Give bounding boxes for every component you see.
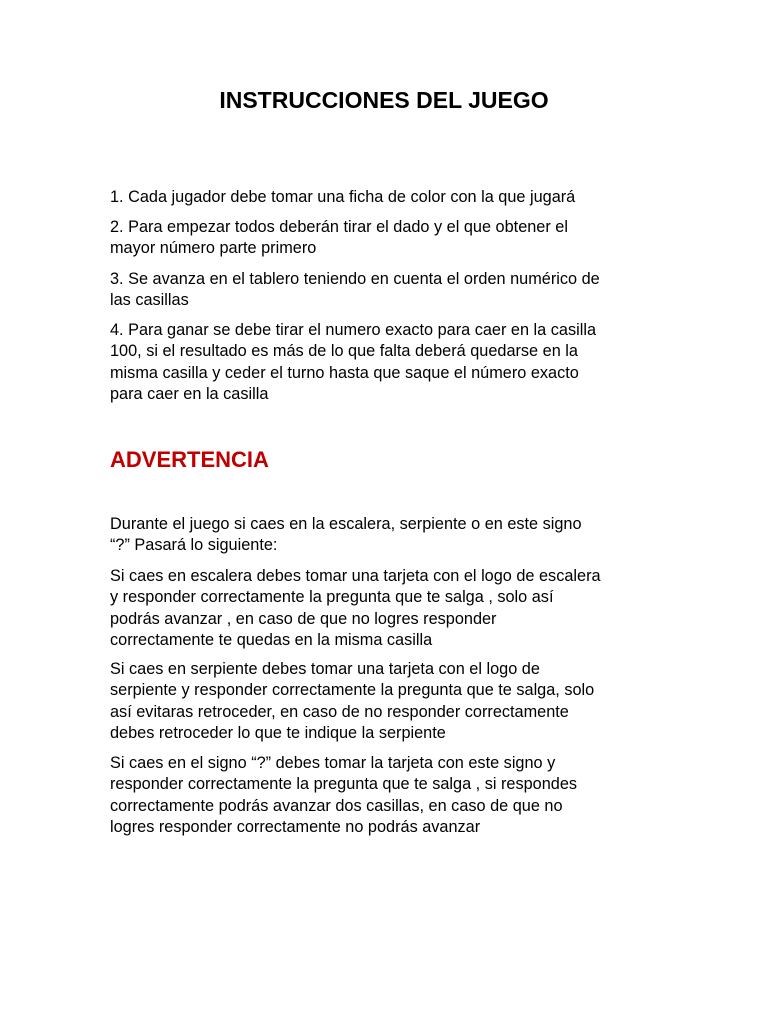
text-line: debes retroceder lo que te indique la serpiente xyxy=(110,724,446,743)
document-title: INSTRUCCIONES DEL JUEGO xyxy=(219,87,549,113)
text-line: 2. Para empezar todos deberán tirar el dado y el que obtener el xyxy=(110,218,568,236)
text-line: Si caes en el signo “?” debes tomar la tarjeta con este signo y xyxy=(110,754,556,772)
text-line: correctamente podrás avanzar dos casillas, en caso de que no xyxy=(110,796,563,815)
instruction-3 xyxy=(110,269,600,312)
text-line: podrás avanzar , en caso de que no logres responder xyxy=(110,609,497,628)
text-line: mayor número parte primero xyxy=(110,239,317,258)
text-line: Si caes en serpiente debes tomar una tarjeta con el logo de xyxy=(110,660,540,678)
text-line: y responder correctamente la pregunta que te salga , solo así xyxy=(110,588,554,607)
text-line: Durante el juego si caes en la escalera, serpiente o en este signo xyxy=(110,515,582,533)
text-line: Si caes en escalera debes tomar una tarjeta con el logo de escalera xyxy=(110,567,601,585)
instruction-4 xyxy=(110,320,596,406)
text-line: 4. Para ganar se debe tirar el numero exacto para caer en la casilla xyxy=(110,321,596,339)
instruction-1 xyxy=(110,187,575,208)
text-line: las casillas xyxy=(110,291,189,310)
text-line: responder correctamente la pregunta que te salga , si respondes xyxy=(110,775,578,794)
warning-question-sign xyxy=(110,753,577,839)
warning-ladder xyxy=(110,566,601,652)
text-line: 3. Se avanza en el tablero teniendo en cuenta el orden numérico de xyxy=(110,270,600,288)
text-line: así evitaras retroceder, en caso de no responder correctamente xyxy=(110,702,569,721)
warning-intro xyxy=(110,514,582,557)
text-line: “?” Pasará lo siguiente: xyxy=(110,536,278,555)
text-line: logres responder correctamente no podrás avanzar xyxy=(110,818,481,837)
text-line: misma casilla y ceder el turno hasta que saque el número exacto xyxy=(110,363,579,382)
text-line: serpiente y responder correctamente la pregunta que te salga, solo xyxy=(110,681,595,700)
text-line: para caer en la casilla xyxy=(110,385,269,404)
warning-snake xyxy=(110,659,594,745)
text-line: 100, si el resultado es más de lo que falta deberá quedarse en la xyxy=(110,342,578,361)
warning-heading: ADVERTENCIA xyxy=(110,447,269,472)
text-line: correctamente te quedas en la misma casilla xyxy=(110,631,433,650)
text-line: 1. Cada jugador debe tomar una ficha de color con la que jugará xyxy=(110,188,576,206)
instruction-2 xyxy=(110,217,568,260)
